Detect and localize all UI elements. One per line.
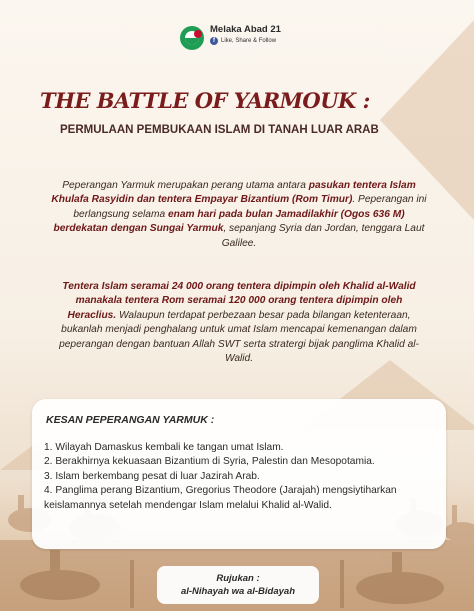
list-item: 4. Panglima perang Bizantium, Gregorius Theodore (Jarajah) mengsiytiharkan keislamannya setelah mendengar Islam melalui Khalid al-Walid.: [44, 485, 397, 511]
brand-name: Melaka Abad 21: [210, 24, 281, 35]
intro-text-1: Peperangan Yarmuk merupakan perang utama antara: [62, 180, 309, 191]
social-text: Like, Share & Follow: [221, 38, 277, 44]
reference-box: [157, 566, 319, 604]
effects-list: [44, 441, 439, 513]
intro-text-3: , sepanjang Syria dan Jordan, tenggara Laut Galilee.: [221, 223, 425, 249]
facebook-icon[interactable]: f: [210, 37, 218, 45]
list-item: 3. Islam berkembang pesat di luar Jazirah Arab.: [44, 470, 260, 482]
list-item: 2. Berakhirnya kekuasaan Bizantium di Syria, Palestin dan Mesopotamia.: [44, 456, 375, 468]
brand-logo[interactable]: [178, 24, 281, 52]
social-prompt[interactable]: [210, 37, 281, 45]
army-paragraph: [50, 280, 428, 366]
page-title: THE BATTLE OF YARMOUK :: [40, 88, 370, 113]
intro-highlight-2: enam hari pada bulan Jamadilakhir (Ogos 636 M) berdekatan dengan Sungai Yarmuk: [53, 208, 405, 235]
melaka-logo-icon: [178, 24, 206, 52]
army-highlight: Tentera Islam seramai 24 000 orang tentera dipimpin oleh Khalid al-Walid manakala tentera Rom seramai 120 000 orang tentera dipimpin oleh Heraclius.: [62, 281, 416, 321]
effects-card: [32, 399, 446, 549]
army-text: Walaupun terdapat perbezaan besar pada bilangan ketenteraan, bukanlah menjadi penghalang untuk umat Islam mencapai kemenangan dalam peperangan dengan bantuan Allah SWT serta stratergi bijak panglima Khalid al-Walid.: [59, 309, 419, 365]
reference-source: al-Nihayah wa al-Bidayah: [180, 586, 296, 597]
page-subtitle: PERMULAAN PEMBUKAAN ISLAM DI TANAH LUAR ARAB: [60, 124, 379, 136]
reference-label: Rujukan :: [216, 573, 260, 584]
effects-title: KESAN PEPERANGAN YARMUK :: [46, 414, 215, 426]
intro-text-2: . Peperangan ini berlangsung selama: [73, 194, 427, 220]
intro-highlight-1: pasukan tentera Islam Khulafa Rasyidin dan tentera Empayar Bizantium (Rom Timur): [51, 180, 416, 206]
list-item: 1. Wilayah Damaskus kembali ke tangan umat Islam.: [44, 442, 284, 453]
intro-paragraph: [50, 179, 428, 251]
